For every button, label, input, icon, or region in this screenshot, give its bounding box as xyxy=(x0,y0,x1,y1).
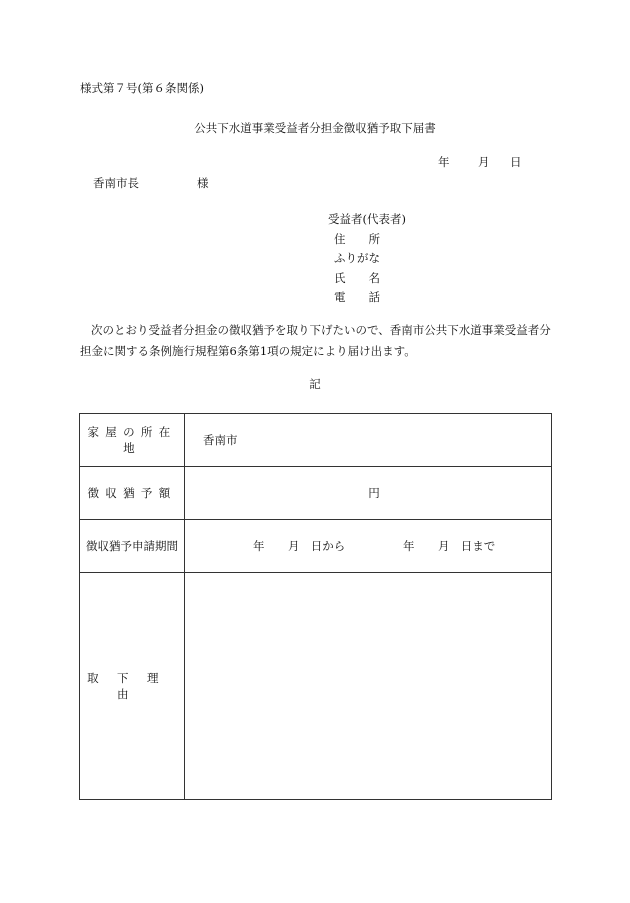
body-paragraph xyxy=(80,320,560,362)
period-from-month: 月 xyxy=(288,539,300,553)
amount-value-cell[interactable] xyxy=(185,467,552,520)
reason-label xyxy=(80,573,185,800)
period-from-year: 年 xyxy=(253,539,265,553)
period-from-day: 日から xyxy=(310,539,346,553)
date-month-label: 月 xyxy=(478,155,490,169)
ki-heading: 記 xyxy=(309,377,321,391)
period-value-cell[interactable] xyxy=(185,520,552,573)
period-to-day: 日まで xyxy=(460,539,496,553)
applicant-phone-label: 電 話 xyxy=(334,290,380,304)
table-row-reason xyxy=(80,573,552,800)
date-day-label: 日 xyxy=(510,155,522,169)
date-year-label: 年 xyxy=(438,155,450,169)
addressee xyxy=(93,175,209,191)
applicant-address-label: 住 所 xyxy=(334,231,380,246)
table-row-amount xyxy=(80,467,552,520)
table-row-location xyxy=(80,414,552,467)
table-row-period xyxy=(80,520,552,573)
amount-unit: 円 xyxy=(368,486,380,500)
applicant-furigana-label: ふりがな xyxy=(334,251,380,265)
addressee-name: 香南市長 xyxy=(93,176,139,190)
location-value: 香南市 xyxy=(203,433,238,447)
addressee-honorific: 様 xyxy=(197,176,209,190)
body-paragraph-text: 次のとおり受益者分担金の徴収猶予を取り下げたいので、香南市公共下水道事業受益者分担金に関する条例施行規程第6条第1項の規定により届け出ます。 xyxy=(80,323,551,358)
amount-label-text: 徴収猶予額 xyxy=(87,486,177,500)
amount-label xyxy=(80,467,185,520)
location-label xyxy=(80,414,185,467)
document-title: 公共下水道事業受益者分担金徴収猶予取下届書 xyxy=(194,121,436,135)
date-line xyxy=(438,154,522,170)
period-to-year: 年 xyxy=(403,539,415,553)
form-number: 様式第７号(第６条関係) xyxy=(80,81,204,95)
reason-label-text: 取下理由 xyxy=(87,671,177,701)
period-label: 徴収猶予申請期間 xyxy=(80,520,185,573)
reason-value-cell[interactable] xyxy=(185,573,552,800)
applicant-name-label: 氏 名 xyxy=(334,270,380,285)
applicant-heading: 受益者(代表者) xyxy=(328,212,406,226)
period-to-month: 月 xyxy=(438,539,450,553)
form-table xyxy=(79,413,552,800)
location-value-cell[interactable] xyxy=(185,414,552,467)
location-label-text: 家屋の所在地 xyxy=(87,425,177,455)
applicant-block xyxy=(320,210,406,308)
